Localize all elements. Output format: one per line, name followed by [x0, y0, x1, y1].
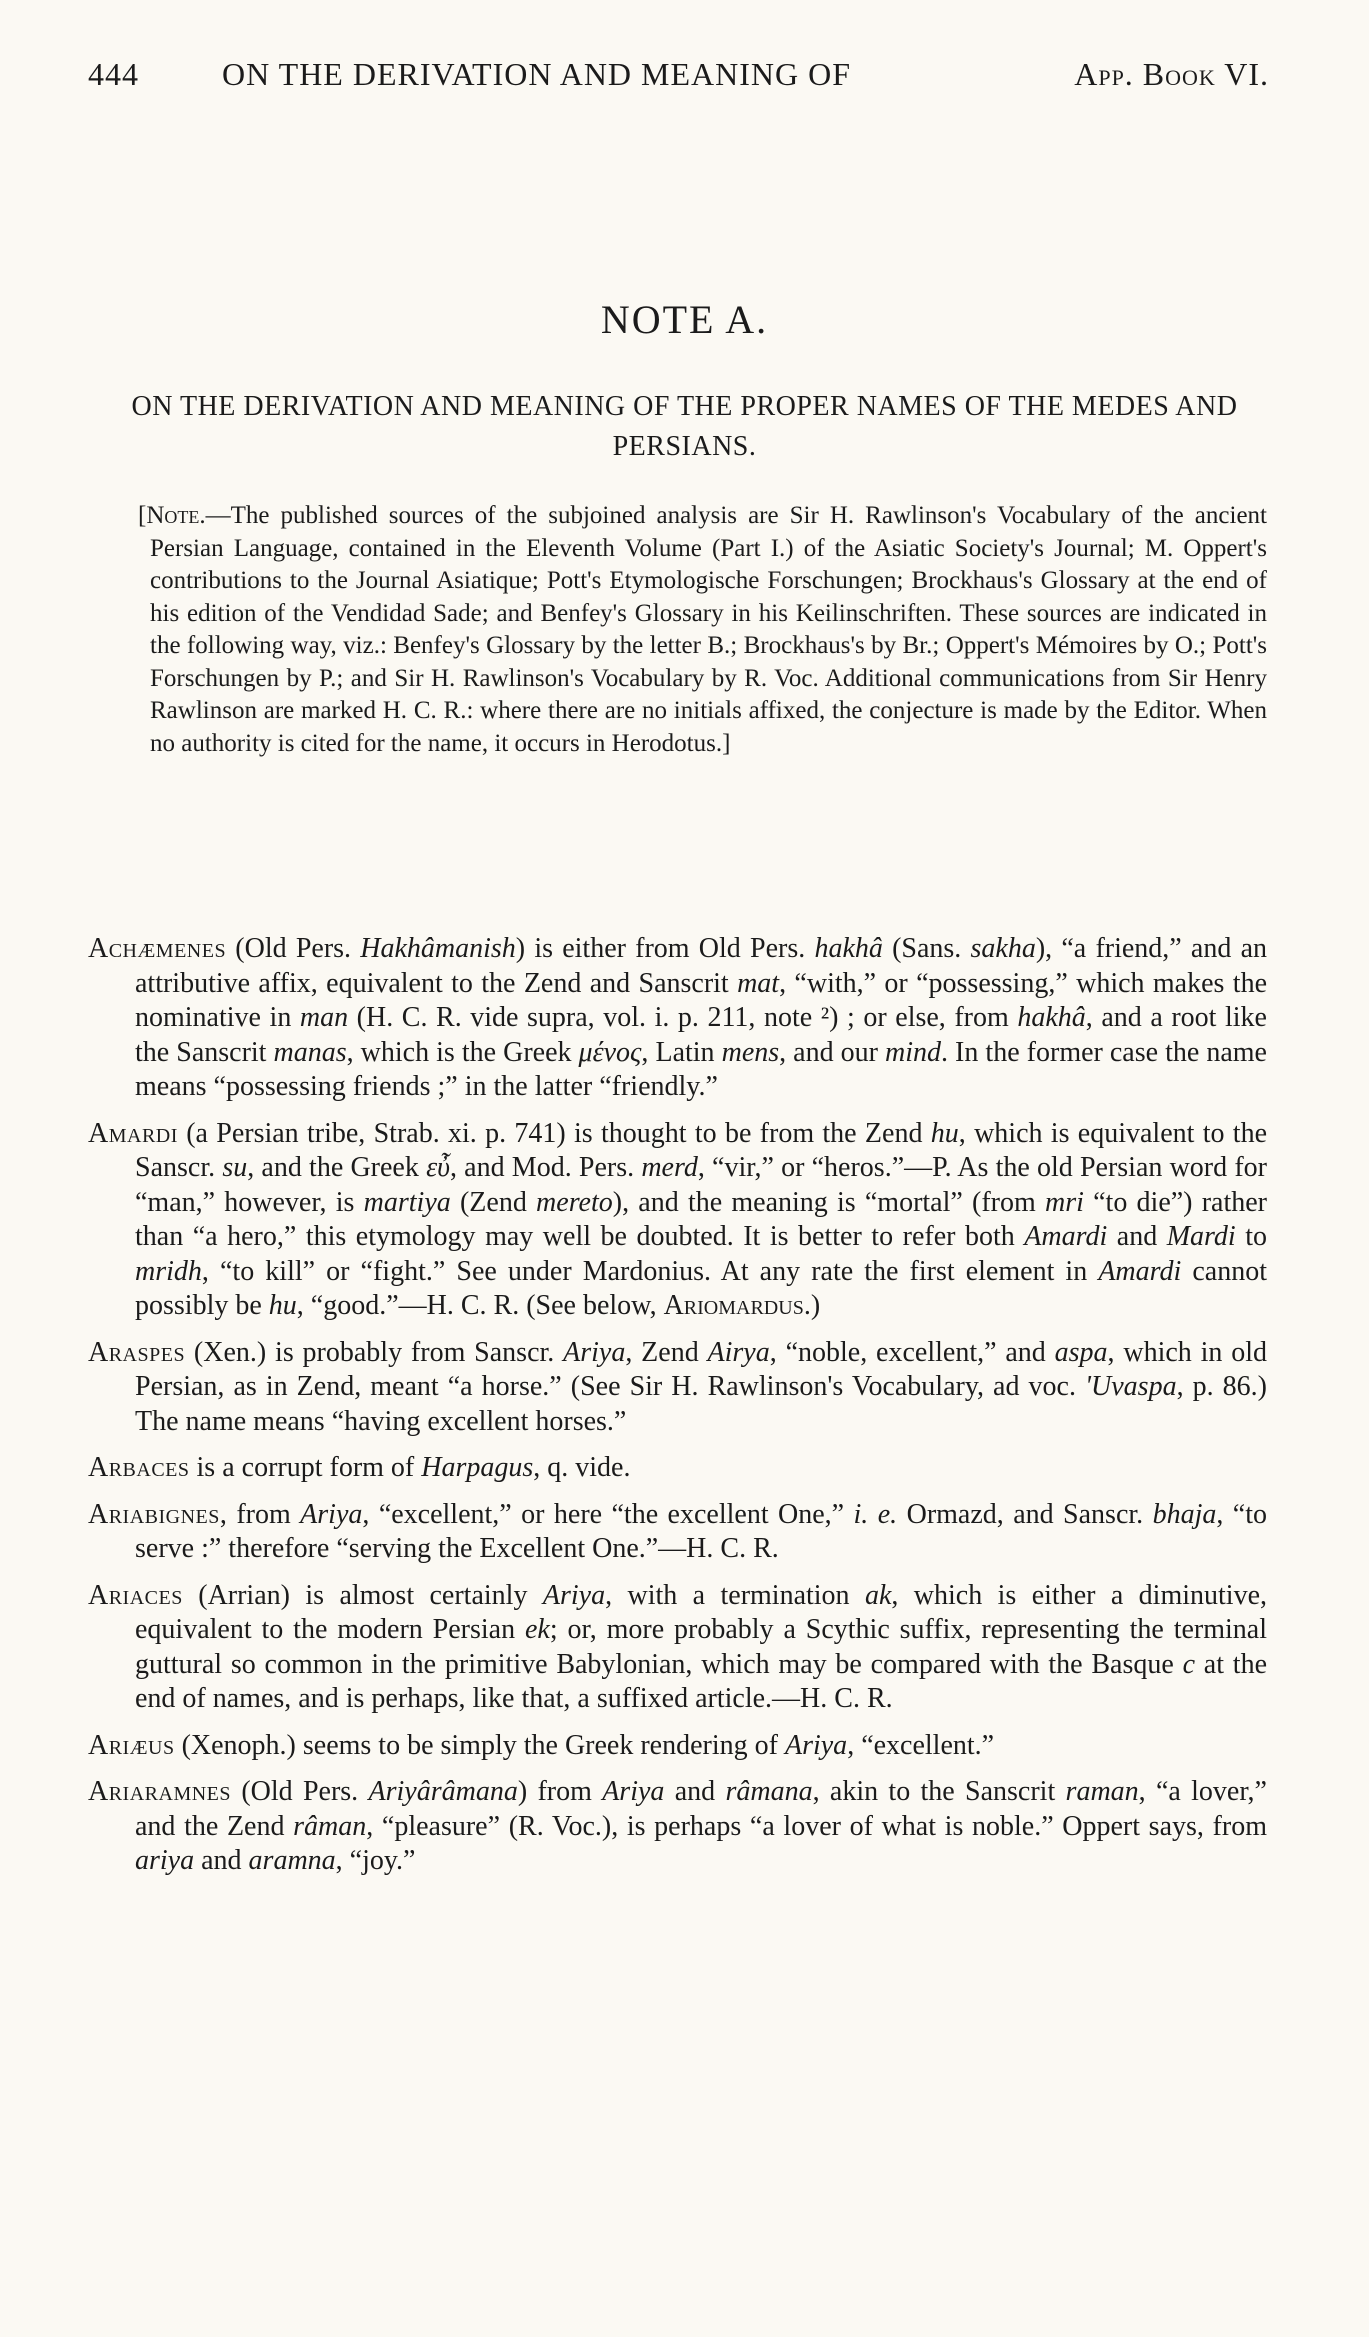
- entry-term: Amardi: [1098, 1255, 1182, 1287]
- entry-headword: Ariabignes: [88, 1498, 220, 1530]
- glossary-entry: [88, 1498, 1267, 1567]
- entries-list: [88, 932, 1267, 1891]
- entry-term: Ariya: [300, 1498, 363, 1530]
- entry-text: and: [1107, 1221, 1167, 1252]
- entry-term: martiya: [363, 1186, 451, 1218]
- entry-text: (Arrian) is almost certainly: [182, 1579, 543, 1611]
- entry-term: hakhâ: [1017, 1002, 1086, 1033]
- entry-text: , which is the Greek: [346, 1036, 579, 1068]
- entry-term: su: [222, 1152, 248, 1183]
- entry-text: and: [664, 1776, 726, 1807]
- page-number: 444: [88, 56, 139, 92]
- entry-term: merd: [641, 1152, 698, 1183]
- entry-headword: Achæmenes: [88, 933, 227, 964]
- entry-term: hu: [930, 1117, 959, 1149]
- glossary-entry: [88, 1729, 1267, 1764]
- entry-text: (Old Pers.: [226, 933, 361, 964]
- entry-term: Hakhâmanish: [360, 933, 516, 964]
- entry-text: ; or, more probably a Scythic suffix, representing the terminal guttural so common in the primitive Babylonian, which may be compared with the Basque: [135, 1614, 1267, 1680]
- entry-term: mridh: [135, 1255, 202, 1287]
- entry-term: mind: [885, 1036, 942, 1068]
- entry-text: , Zend: [625, 1336, 708, 1368]
- entry-term: εὖ: [426, 1152, 450, 1183]
- entry-term: man: [299, 1002, 349, 1033]
- entry-text: , “with,” or “possessing,” which makes the nominative in: [135, 967, 1268, 1033]
- entry-text: , “excellent.”: [847, 1729, 995, 1761]
- entry-term: 'Uvaspa: [1085, 1371, 1177, 1402]
- entry-text: , which is equivalent to the Sanscr.: [135, 1117, 1267, 1183]
- entry-text: , “to kill” or “fight.” See under Mardonius. At any rate the first element in: [201, 1255, 1099, 1287]
- entry-text: cannot possibly be: [135, 1255, 1268, 1321]
- glossary-entry: [88, 1579, 1267, 1717]
- entry-term: Ariya: [563, 1336, 626, 1368]
- entry-text: (Sans.: [882, 933, 971, 964]
- entry-text: , and Mod. Pers.: [449, 1152, 642, 1183]
- entry-text: ) from: [517, 1776, 603, 1807]
- entry-term: mereto: [536, 1186, 613, 1218]
- note-subtitle: ON THE DERIVATION AND MEANING OF THE PROPER NAMES OF THE MEDES AND PERSIANS.: [131, 391, 1238, 462]
- glossary-entry: [88, 1336, 1267, 1440]
- entry-term: mri: [1045, 1186, 1084, 1218]
- glossary-entry: [88, 1451, 1267, 1486]
- entry-headword: Ariæus: [88, 1729, 175, 1761]
- entry-headword: Araspes: [88, 1336, 186, 1368]
- entry-text: (Xen.) is probably from Sanscr.: [185, 1336, 564, 1368]
- entry-text: , “pleasure” (R. Voc.), is perhaps “a lover of what is noble.” Oppert says, from: [366, 1810, 1267, 1842]
- entry-text: is a corrupt form of: [189, 1452, 422, 1483]
- entry-term: manas: [273, 1036, 347, 1068]
- entry-term: aramna: [248, 1845, 336, 1876]
- entry-text: (Old Pers.: [231, 1776, 369, 1807]
- entry-text: , q. vide.: [533, 1452, 631, 1483]
- entry-text: at the end of names, and is perhaps, like that, a suffixed article.—H. C. R.: [135, 1648, 1268, 1714]
- glossary-entry: [88, 1117, 1267, 1324]
- entry-term: Ariya: [602, 1776, 665, 1807]
- editor-note-label: Note.: [146, 502, 206, 529]
- entry-term: ariya: [135, 1845, 195, 1876]
- note-title: NOTE A.: [600, 297, 769, 342]
- entry-text: , “a lover,” and the Zend: [135, 1776, 1267, 1842]
- entry-term: sakha: [970, 933, 1036, 964]
- entry-text: , “excellent,” or here “the excellent One,”: [362, 1498, 854, 1530]
- entry-term: ek: [525, 1614, 550, 1645]
- running-title: ON THE DERIVATION AND MEANING OF: [222, 56, 852, 92]
- entry-text: , which in old Persian, as in Zend, meant “a horse.” (See Sir H. Rawlinson's Vocabulary, ad voc.: [135, 1336, 1267, 1402]
- entry-term: raman: [1065, 1776, 1139, 1807]
- entry-term: c: [1182, 1648, 1196, 1680]
- glossary-entry: [88, 1775, 1267, 1879]
- entry-text: , akin to the Sanscrit: [812, 1776, 1066, 1807]
- entry-term: Mardi: [1166, 1221, 1236, 1252]
- entry-headword: Arbaces: [88, 1452, 190, 1483]
- entry-text: , “noble, excellent,” and: [769, 1336, 1055, 1368]
- entry-text: , from: [219, 1498, 301, 1530]
- entry-text: , “vir,” or “heros.”—P. As the old Persian word for “man,” however, is: [135, 1152, 1267, 1218]
- entry-term: râman: [293, 1810, 367, 1842]
- entry-text: .): [803, 1290, 821, 1321]
- entry-headword: Ariaces: [88, 1579, 183, 1611]
- entry-term: aspa: [1054, 1336, 1108, 1368]
- glossary-entry: [88, 932, 1267, 1105]
- entry-term: μένος: [578, 1036, 642, 1068]
- entry-text: ) is either from Old Pers.: [515, 933, 815, 964]
- entry-text: , and our: [779, 1036, 886, 1068]
- entry-term: mat: [737, 967, 780, 999]
- entry-text: . In the former case the name means “possessing friends ;” in the latter “friendly.”: [135, 1036, 1267, 1102]
- entry-text: (a Persian tribe, Strab. xi. p. 741) is thought to be from the Zend: [177, 1117, 931, 1149]
- entry-term: i. e.: [853, 1498, 898, 1530]
- entry-term: bhaja: [1152, 1498, 1217, 1530]
- entry-term: mens: [721, 1036, 780, 1068]
- entry-text: , with a termination: [605, 1579, 865, 1611]
- entry-term: hu: [268, 1290, 297, 1321]
- running-reference: App. Book VI.: [1074, 56, 1269, 92]
- entry-text: Ormazd, and Sanscr.: [897, 1498, 1153, 1530]
- entry-term: Harpagus: [421, 1452, 534, 1483]
- entry-term: Ariya: [784, 1729, 848, 1761]
- entry-text: , p. 86.) The name means “having excellent horses.”: [135, 1371, 1268, 1437]
- editor-note: [Note.—The published sources of the subjoined analysis are Sir H. Rawlinson's Vocabulary of the ancient Persian Language, contained in the Eleventh Volume (Part I.) of the Asiatic Society's Journal; M. Oppert's contributions to the Journal Asiatique; Pott's Etymologische Forschungen; Brockhaus's Glossary at the end of his edition of the Vendidad Sade; and Benfey's Glossary in his Keilinschriften. These sources are indicated in the following way, viz.: Benfey's Glossary by the letter B.; Brockhaus's by Br.; Oppert's Mémoires by O.; Pott's Forschungen by P.; and Sir H. Rawlinson's Vocabulary by R. Voc. Additional communications from Sir Henry Rawlinson are marked H. C. R.: where there are no initials affixed, the conjecture is made by the Editor. When no authority is cited for the name, it occurs in Herodotus.]: [138, 502, 1267, 757]
- entry-text: ), “a friend,” and an attributive affix, equivalent to the Zend and Sanscrit: [135, 933, 1267, 999]
- entry-crossref: Ariomardus: [663, 1290, 804, 1321]
- entry-term: râmana: [725, 1776, 813, 1807]
- entry-text: (H. C. R. vide supra, vol. i. p. 211, note ²) ; or else, from: [348, 1002, 1018, 1033]
- entry-text: and: [194, 1845, 249, 1876]
- entry-term: hakhâ: [814, 933, 883, 964]
- entry-text: , and a root like the Sanscrit: [135, 1002, 1267, 1068]
- entry-text: , “good.”—H. C. R. (See below,: [296, 1290, 664, 1321]
- entry-text: (Zend: [450, 1186, 537, 1218]
- entry-text: , which is either a diminutive, equivalent to the modern Persian: [135, 1579, 1267, 1645]
- entry-term: Amardi: [1024, 1221, 1108, 1252]
- entry-text: , “to serve :” therefore “serving the Excellent One.”—H. C. R.: [135, 1498, 1267, 1564]
- entry-term: Ariya: [542, 1579, 606, 1611]
- entry-text: , Latin: [641, 1036, 722, 1068]
- entry-headword: Amardi: [88, 1117, 178, 1149]
- entry-text: , and the Greek: [247, 1152, 427, 1183]
- entry-term: ak: [864, 1579, 892, 1611]
- entry-text: , “joy.”: [335, 1845, 416, 1876]
- entry-text: to: [1235, 1221, 1268, 1252]
- entry-term: Ariyârâmana: [368, 1776, 518, 1807]
- entry-text: (Xenoph.) seems to be simply the Greek rendering of: [174, 1729, 785, 1761]
- entry-text: “to die”) rather than “a hero,” this etymology may well be doubted. It is better to refer both: [135, 1186, 1267, 1252]
- entry-term: Airya: [707, 1336, 770, 1368]
- entry-headword: Ariaramnes: [88, 1776, 232, 1807]
- entry-text: ), and the meaning is “mortal” (from: [612, 1186, 1045, 1218]
- editor-note-text: —The published sources of the subjoined analysis are Sir H. Rawlinson's Vocabulary of the ancient Persian Language, contained in the Eleventh Volume (Part I.) of the Asiatic Society's Journal; M. Oppert's contributions to the Journal Asiatique; Pott's Etymologische Forschungen; Brockhaus's Glossary at the end of his edition of the Vendidad Sade; and Benfey's Glossary in his Keilinschriften. These sources are indicated in the following way, viz.: Benfey's Glossary by the letter B.; Brockhaus's by Br.; Oppert's Mémoires by O.; Pott's Forschungen by P.; and Sir H. Rawlinson's Vocabulary by R. Voc. Additional communications from Sir Henry Rawlinson are marked H. C. R.: where there are no initials affixed, the conjecture is made by the Editor. When no authority is cited for the name, it occurs in Herodotus.]: [150, 502, 1267, 757]
